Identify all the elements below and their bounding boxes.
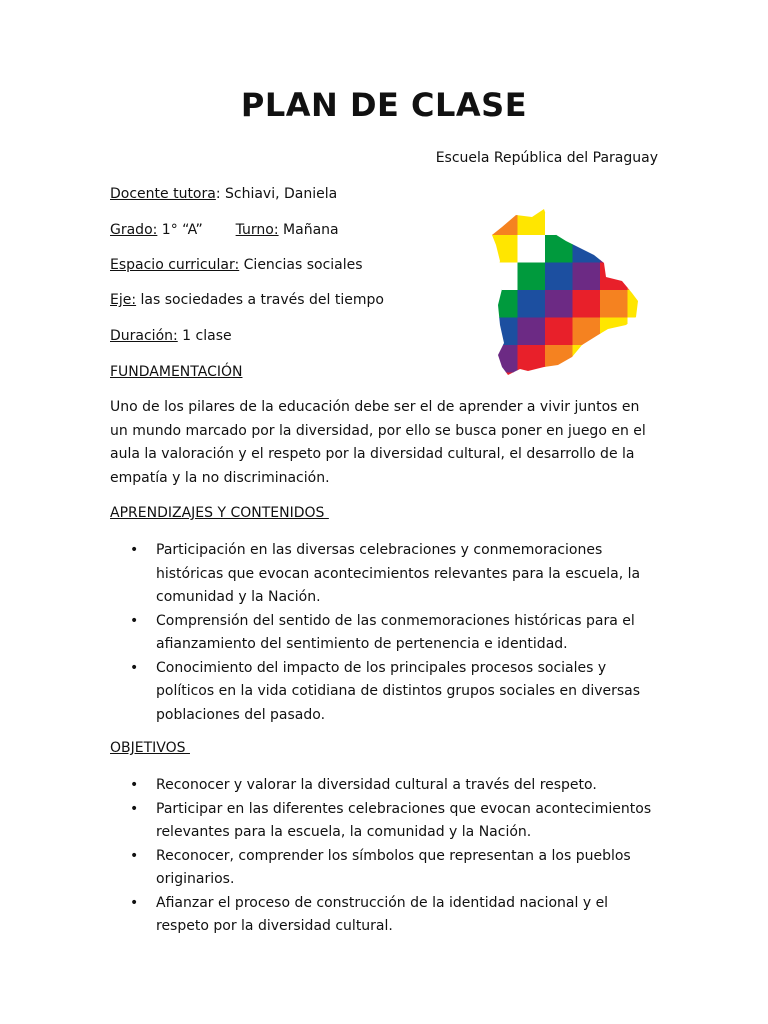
grado-value: 1° “A” bbox=[157, 222, 203, 238]
wiphala-square bbox=[600, 345, 628, 373]
wiphala-square bbox=[545, 290, 573, 318]
bolivia-wiphala-map-icon bbox=[488, 205, 638, 377]
wiphala-square bbox=[600, 235, 628, 263]
wiphala-square bbox=[573, 345, 601, 373]
wiphala-square bbox=[600, 317, 628, 345]
list-item: • Reconocer y valorar la diversidad cultural a través del respeto. bbox=[110, 774, 660, 798]
wiphala-square bbox=[518, 317, 546, 345]
wiphala-square bbox=[490, 372, 518, 377]
bullet: • bbox=[130, 847, 139, 864]
bullet: • bbox=[130, 612, 139, 629]
wiphala-square bbox=[518, 235, 546, 263]
wiphala-square bbox=[628, 317, 639, 345]
wiphala-square bbox=[628, 235, 639, 263]
objetivos-list bbox=[110, 774, 660, 939]
wiphala-square bbox=[518, 372, 546, 377]
wiphala-square bbox=[628, 262, 639, 290]
wiphala-square bbox=[518, 262, 546, 290]
aprendizajes-list bbox=[110, 539, 660, 727]
docente-label: Docente tutora bbox=[110, 186, 216, 202]
bullet: • bbox=[130, 777, 139, 793]
wiphala-square bbox=[490, 317, 518, 345]
wiphala-square bbox=[573, 262, 601, 290]
wiphala-square bbox=[600, 290, 628, 318]
wiphala-square bbox=[490, 235, 518, 263]
wiphala-square bbox=[628, 372, 639, 377]
wiphala-square bbox=[518, 345, 546, 373]
wiphala-square bbox=[573, 317, 601, 345]
wiphala-square bbox=[545, 372, 573, 377]
duracion-line bbox=[110, 328, 232, 344]
page-title: PLAN DE CLASE bbox=[240, 86, 528, 124]
turno-value: Mañana bbox=[278, 222, 339, 238]
wiphala-square bbox=[573, 235, 601, 263]
wiphala-square bbox=[628, 345, 639, 373]
duracion-label: Duración: bbox=[110, 328, 178, 344]
fundamentacion-text: Uno de los pilares de la educación debe ser el de aprender a vivir juntos en un mundo marcado por la diversidad, por ello se busca poner en juego en el aula la valoración y el respeto por la diversidad cultural, el desarrollo de la empatía y la no discriminación. bbox=[110, 399, 646, 486]
grado-label: Grado: bbox=[110, 222, 158, 238]
wiphala-square bbox=[490, 262, 518, 290]
list-item: • Participación en las diversas celebraciones y conmemoraciones históricas que evocan acontecimientos relevantes para la escuela, la comunidad y la Nación. bbox=[110, 539, 660, 610]
wiphala-square bbox=[600, 372, 628, 377]
bullet: • bbox=[130, 800, 139, 817]
wiphala-square bbox=[545, 235, 573, 263]
wiphala-square bbox=[518, 207, 546, 235]
bullet: • bbox=[130, 894, 139, 911]
eje-line bbox=[110, 292, 384, 308]
objetivos-heading: OBJETIVOS bbox=[110, 740, 190, 756]
wiphala-square bbox=[490, 290, 518, 318]
wiphala-square bbox=[573, 207, 601, 235]
list-item: • Participar en las diferentes celebraciones que evocan acontecimientos relevantes para la escuela, la comunidad y la Nación. bbox=[110, 798, 660, 845]
list-item: • Comprensión del sentido de las conmemoraciones históricas para el afianzamiento del sentimiento de pertenencia e identidad. bbox=[110, 610, 660, 657]
wiphala-square bbox=[518, 290, 546, 318]
wiphala-square bbox=[545, 345, 573, 373]
turno-label: Turno: bbox=[235, 222, 279, 238]
grado-turno-line bbox=[110, 222, 339, 238]
wiphala-square bbox=[573, 290, 601, 318]
duracion-value: 1 clase bbox=[177, 328, 232, 344]
espacio-label: Espacio curricular: bbox=[110, 257, 240, 273]
docente-line bbox=[110, 186, 337, 202]
wiphala-square bbox=[545, 207, 573, 235]
fundamentacion-heading: FUNDAMENTACIÓN bbox=[110, 364, 243, 380]
wiphala-square bbox=[628, 290, 639, 318]
list-item: • Reconocer, comprender los símbolos que representan a los pueblos originarios. bbox=[110, 845, 660, 892]
wiphala-square bbox=[545, 262, 573, 290]
eje-value: las sociedades a través del tiempo bbox=[136, 292, 384, 308]
wiphala-square bbox=[490, 345, 518, 373]
wiphala-square bbox=[573, 372, 601, 377]
wiphala-square bbox=[490, 207, 518, 235]
list-item: • Afianzar el proceso de construcción de la identidad nacional y el respeto por la diversidad cultural. bbox=[110, 892, 660, 939]
eje-label: Eje: bbox=[110, 292, 137, 308]
wiphala-square bbox=[600, 262, 628, 290]
wiphala-square bbox=[545, 317, 573, 345]
espacio-line bbox=[110, 257, 363, 273]
docente-value: : Schiavi, Daniela bbox=[215, 186, 338, 202]
wiphala-square bbox=[628, 207, 639, 235]
aprendizajes-heading: APRENDIZAJES Y CONTENIDOS bbox=[110, 505, 329, 521]
espacio-value: Ciencias sociales bbox=[239, 257, 363, 273]
school-name: Escuela República del Paraguay bbox=[435, 150, 658, 166]
list-item: • Conocimiento del impacto de los principales procesos sociales y políticos en la vida cotidiana de distintos grupos sociales en diversas poblaciones del pasado. bbox=[110, 657, 660, 728]
wiphala-square bbox=[600, 207, 628, 235]
bullet: • bbox=[130, 659, 139, 676]
bullet: • bbox=[130, 542, 139, 558]
